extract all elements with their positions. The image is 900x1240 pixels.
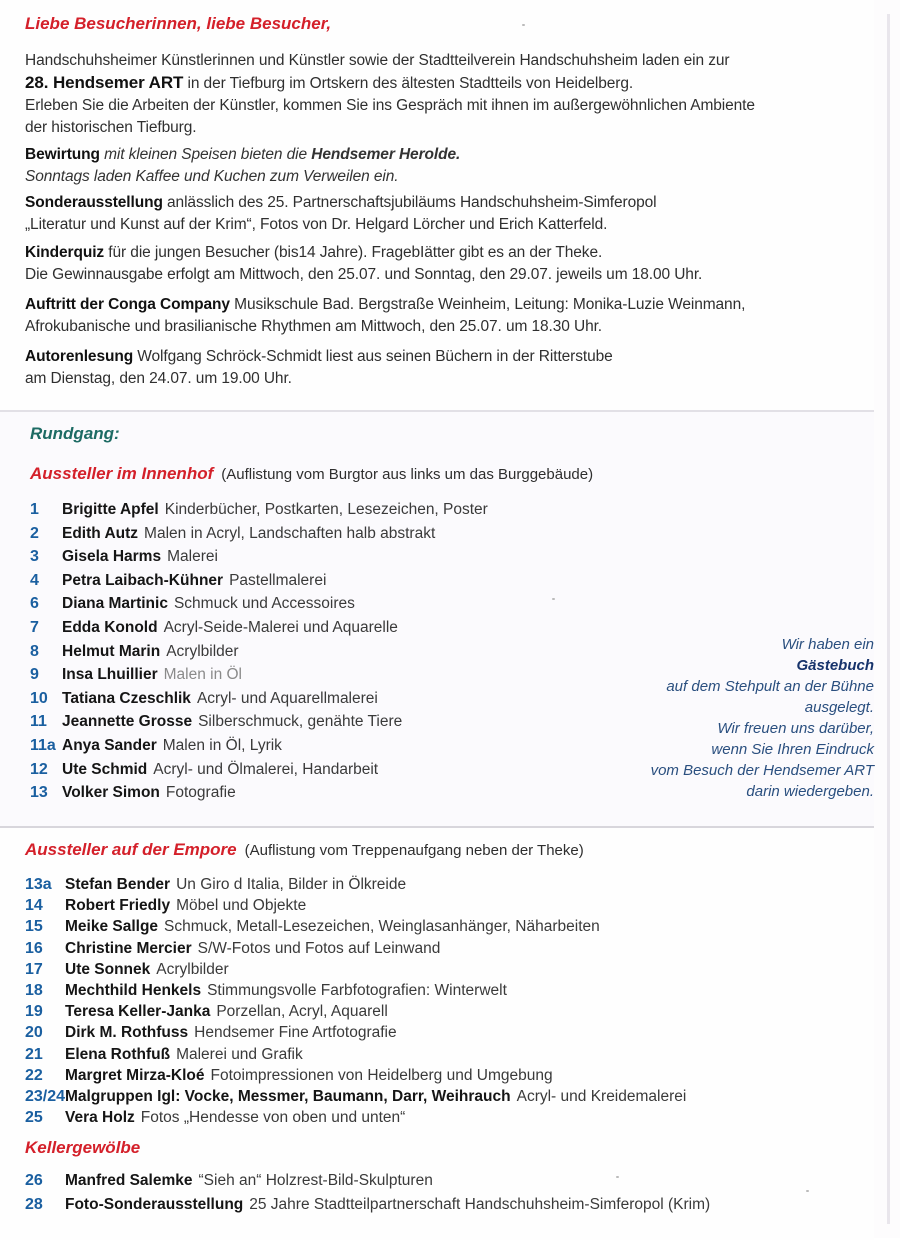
item-number: 26	[25, 1172, 43, 1189]
item-number: 22	[25, 1066, 43, 1084]
item-number: 28	[25, 1196, 43, 1213]
item-number: 23/24	[25, 1088, 66, 1105]
innenhof-note: (Auflistung vom Burgtor aus links um das Burggebäude)	[221, 466, 594, 483]
list-item	[30, 546, 218, 568]
list-item	[30, 735, 282, 757]
artist-name: Petra Laibach-Kühner	[62, 571, 224, 589]
item-number: 10	[30, 689, 48, 707]
guestbook-line-5: Wir freuen uns darüber,	[717, 720, 874, 737]
item-number: 9	[30, 666, 39, 684]
bewirtung-label: Bewirtung	[25, 146, 100, 163]
kinderquiz-text: für die jungen Besucher (bis14 Jahre). FragebIätter gibt es an der Theke.	[104, 244, 603, 261]
lesung-label: Autorenlesung	[25, 348, 134, 365]
artist-name: Tatiana Czeschlik	[62, 689, 191, 707]
list-item	[25, 938, 440, 960]
empore-heading	[25, 840, 584, 860]
list-item	[25, 980, 507, 1002]
artist-name: Helmut Marin	[62, 642, 161, 660]
guestbook-word: Gästebuch	[796, 657, 874, 674]
item-number: 2	[30, 524, 39, 542]
artist-description: Malen in Öl, Lyrik	[162, 737, 282, 754]
item-number: 15	[25, 918, 43, 936]
conga-paragraph	[25, 294, 855, 338]
bewirtung-sunday: Sonntags laden Kaffee und Kuchen zum Verweilen ein.	[25, 168, 399, 185]
list-item	[30, 759, 378, 781]
artist-description: Kinderbücher, Postkarten, Lesezeichen, Poster	[164, 501, 488, 518]
item-number: 13a	[25, 876, 52, 893]
sonder-line-1	[25, 192, 855, 214]
artist-name: Brigitte Apfel	[62, 501, 159, 518]
guestbook-line-4: ausgelegt.	[804, 699, 874, 716]
bewirtung-text: mit kleinen Speisen bieten die	[99, 146, 312, 163]
rundgang-heading: Rundgang:	[30, 424, 120, 443]
artist-name: Foto-Sonderausstellung	[65, 1196, 244, 1213]
lesung-line-1	[25, 346, 855, 368]
artist-description: Porzellan, Acryl, Aquarell	[216, 1003, 388, 1021]
list-item	[25, 959, 229, 981]
artist-name: Dirk M. Rothfuss	[65, 1024, 189, 1042]
list-item	[25, 1065, 553, 1087]
artist-description: “Sieh an“ Holzrest-Bild-Skulpturen	[198, 1172, 433, 1189]
artist-name: Anya Sander	[62, 737, 157, 754]
kinderquiz-line-2: Die Gewinnausgabe erfolgt am Mittwoch, den 25.07. und Sonntag, den 29.07. jeweils um 18.00 Uhr.	[25, 266, 703, 283]
guestbook-note	[584, 634, 874, 802]
page-edge	[887, 14, 890, 1224]
artist-name: Christine Mercier	[65, 939, 192, 957]
list-item	[25, 1001, 388, 1023]
item-number: 4	[30, 571, 39, 589]
artist-name: Teresa Keller-Janka	[65, 1003, 211, 1021]
conga-line-1	[25, 294, 855, 316]
intro-line-2-rest: in der Tiefburg im Ortskern des ältesten Stadtteils von Heidelberg.	[183, 75, 634, 92]
innenhof-title: Aussteller im Innenhof	[30, 464, 214, 483]
list-item	[25, 874, 406, 896]
kinderquiz-paragraph	[25, 242, 855, 286]
lesung-paragraph	[25, 346, 855, 390]
artist-description: Acryl-Seide-Malerei und Aquarelle	[163, 619, 398, 636]
item-number: 6	[30, 595, 39, 613]
sonder-text: anlässlich des 25. Partnerschaftsjubiläums Handschuhsheim-Simferopol	[162, 194, 657, 211]
list-item	[25, 1107, 405, 1129]
intro-line-1: Handschuhsheimer Künstlerinnen und Künstler sowie der Stadtteilverein Handschuhsheim laden ein zur	[25, 52, 730, 69]
artist-description: Acryl- und Ölmalerei, Handarbeit	[153, 760, 379, 778]
empore-note: (Auflistung vom Treppenaufgang neben der Theke)	[244, 842, 584, 859]
item-number: 11	[30, 713, 47, 731]
artist-name: Edith Autz	[62, 524, 139, 542]
scan-speck	[522, 24, 525, 26]
event-name: 28. Hendsemer ART	[25, 73, 184, 92]
list-item	[30, 499, 488, 521]
artist-description: Acrylbilder	[156, 960, 229, 978]
list-item	[25, 1194, 710, 1216]
guestbook-line-7: vom Besuch der Hendsemer ART	[650, 762, 874, 779]
list-item	[30, 617, 398, 639]
artist-description: Möbel und Objekte	[176, 897, 307, 915]
keller-heading: Kellergewölbe	[25, 1138, 141, 1157]
list-item	[25, 1044, 303, 1066]
list-item	[30, 664, 242, 686]
artist-name: Manfred Salemke	[65, 1172, 193, 1189]
sonderausstellung-paragraph	[25, 192, 855, 236]
item-number: 3	[30, 548, 39, 566]
kinderquiz-line-1	[25, 242, 855, 264]
empore-section	[0, 826, 874, 1240]
scan-speck	[616, 1176, 619, 1178]
artist-description: Schmuck, Metall-Lesezeichen, Weinglasanhänger, Näharbeiten	[164, 918, 600, 936]
guestbook-line-8: darin wiedergeben.	[746, 783, 874, 800]
item-number: 17	[25, 960, 43, 978]
herolde-name: Hendsemer Herolde.	[311, 146, 461, 163]
item-number: 8	[30, 642, 39, 660]
artist-description: Acrylbilder	[166, 642, 239, 660]
list-item	[25, 895, 306, 917]
item-number: 14	[25, 897, 43, 915]
conga-label: Auftritt der Conga Company	[25, 296, 230, 313]
artist-name: Mechthild Henkels	[65, 982, 202, 999]
guestbook-line-1: Wir haben ein	[781, 636, 874, 653]
guestbook-line-3: auf dem Stehpult an der Bühne	[666, 678, 874, 695]
item-number: 13	[30, 784, 48, 802]
greeting-heading: Liebe Besucherinnen, liebe Besucher,	[25, 14, 332, 33]
intro-line-3: Erleben Sie die Arbeiten der Künstler, kommen Sie ins Gespräch mit ihnen im außergewöhnlichen Ambiente	[25, 97, 755, 114]
item-number: 21	[25, 1045, 43, 1063]
artist-description: Malerei	[167, 548, 218, 566]
artist-name: Stefan Bender	[65, 876, 171, 893]
artist-name: Robert Friedly	[65, 897, 171, 915]
list-item	[30, 593, 355, 615]
artist-description: Acryl- und Kreidemalerei	[516, 1088, 687, 1105]
artist-description: Silberschmuck, genähte Tiere	[198, 713, 403, 731]
conga-text: Musikschule Bad. Bergstraße Weinheim, Leitung: Monika-Luzie Weinmann,	[229, 296, 746, 313]
lesung-text: Wolfgang Schröck-Schmidt liest aus seinen Büchern in der Ritterstube	[133, 348, 613, 365]
list-item	[25, 1170, 433, 1192]
list-item	[25, 916, 600, 938]
artist-description: Malerei und Grafik	[176, 1045, 303, 1063]
conga-line-2: Afrokubanische und brasilianische Rhythmen am Mittwoch, den 25.07. um 18.30 Uhr.	[25, 318, 603, 335]
intro-line-4: der historischen Tiefburg.	[25, 119, 197, 136]
scan-speck	[806, 1190, 809, 1192]
bewirtung-line-2	[25, 166, 855, 188]
empore-title: Aussteller auf der Empore	[25, 840, 237, 859]
item-number: 11a	[30, 737, 56, 754]
lesung-line-2: am Dienstag, den 24.07. um 19.00 Uhr.	[25, 370, 292, 387]
artist-description: Acryl- und Aquarellmalerei	[196, 689, 378, 707]
artist-name: Insa Lhuillier	[62, 666, 158, 684]
list-item	[30, 711, 402, 733]
bewirtung-paragraph	[25, 144, 855, 188]
artist-name: Edda Konold	[62, 619, 158, 636]
list-item	[30, 570, 326, 592]
artist-description: Malen in Acryl, Landschaften halb abstrakt	[144, 524, 436, 542]
artist-description: Schmuck und Accessoires	[173, 595, 355, 613]
innenhof-heading	[30, 464, 593, 484]
kinderquiz-label: Kinderquiz	[25, 244, 105, 261]
item-number: 20	[25, 1024, 43, 1042]
list-item	[30, 523, 435, 545]
item-number: 16	[25, 939, 43, 957]
intro-section	[0, 0, 874, 410]
artist-description: Pastellmalerei	[229, 571, 327, 589]
artist-name: Diana Martinic	[62, 595, 168, 613]
list-item	[30, 782, 236, 804]
item-number: 18	[25, 982, 43, 999]
guestbook-line-6: wenn Sie Ihren Eindruck	[711, 741, 874, 758]
artist-description: Un Giro d Italia, Bilder in Ölkreide	[176, 876, 407, 893]
artist-name: Margret Mirza-Kloé	[65, 1066, 205, 1084]
artist-description: Fotografie	[165, 784, 236, 802]
artist-description: Stimmungsvolle Farbfotografien: Winterwelt	[207, 982, 507, 999]
intro-paragraph	[25, 50, 855, 139]
intro-line-2	[25, 72, 855, 95]
item-number: 7	[30, 619, 39, 636]
artist-description: Malen in Öl	[163, 666, 243, 684]
item-number: 19	[25, 1003, 43, 1021]
sonder-line-2: „Literatur und Kunst auf der Krim“, Fotos von Dr. Helgard Lörcher und Erich Katterfeld.	[25, 216, 608, 233]
item-number: 1	[30, 501, 39, 518]
artist-description: Hendsemer Fine Artfotografie	[194, 1024, 397, 1042]
item-number: 25	[25, 1109, 43, 1127]
artist-name: Vera Holz	[65, 1109, 135, 1127]
bewirtung-line-1	[25, 144, 855, 166]
artist-name: Malgruppen Igl: Vocke, Messmer, Baumann, Darr, Weihrauch	[65, 1088, 511, 1105]
artist-name: Gisela Harms	[62, 548, 162, 566]
list-item	[25, 1086, 686, 1108]
artist-name: Elena Rothfuß	[65, 1045, 171, 1063]
artist-name: Volker Simon	[62, 784, 160, 802]
list-item	[30, 641, 239, 663]
artist-description: 25 Jahre Stadtteilpartnerschaft Handschuhsheim-Simferopol (Krim)	[249, 1196, 711, 1213]
artist-name: Jeannette Grosse	[62, 713, 193, 731]
artist-name: Meike Sallge	[65, 918, 159, 936]
item-number: 12	[30, 760, 48, 778]
artist-description: S/W-Fotos und Fotos auf Leinwand	[197, 939, 441, 957]
list-item	[30, 688, 378, 710]
artist-description: Fotos „Hendesse von oben und unten“	[140, 1109, 406, 1127]
sonder-label: Sonderausstellung	[25, 194, 163, 211]
scan-speck	[552, 598, 555, 600]
artist-description: Fotoimpressionen von Heidelberg und Umgebung	[210, 1066, 553, 1084]
list-item	[25, 1022, 397, 1044]
artist-name: Ute Sonnek	[65, 960, 151, 978]
artist-name: Ute Schmid	[62, 760, 148, 778]
